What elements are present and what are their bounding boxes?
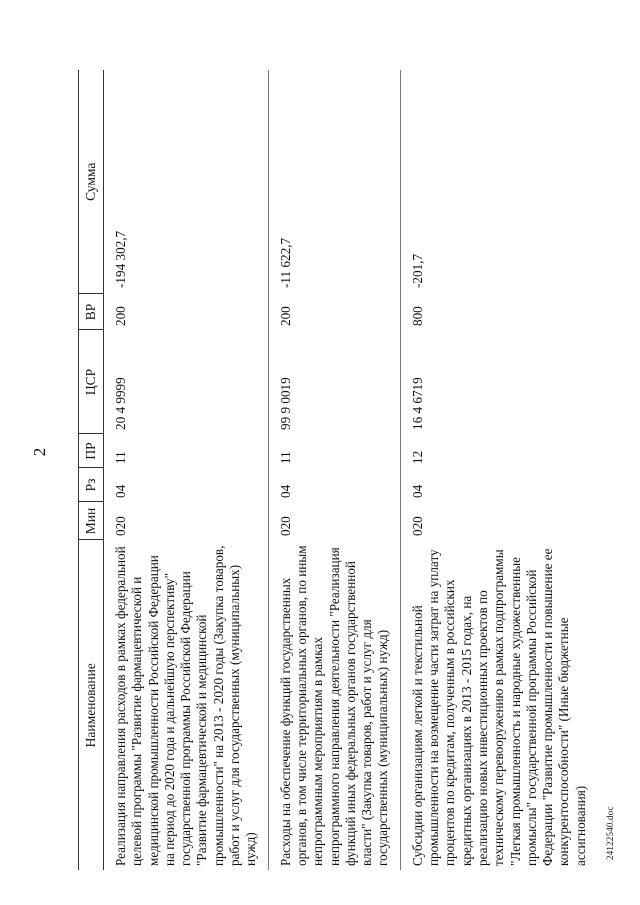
header-csr: ЦСР xyxy=(79,330,104,434)
header-pr: ПР xyxy=(79,434,104,468)
row-csr: 20 4 9999 xyxy=(104,330,269,434)
row-name: Расходы на обеспечение функций государственных органов, в том числе территориальных органов, по иным непрограммным мероприятиям в рамках непрограммного направления деятельности "Реализация функций иных федеральных органов государственной власти" (Закупка товаров, работ и услуг для государственных (муниципальных) нужд) xyxy=(268,540,400,870)
page-number: 2 xyxy=(30,447,49,457)
row-pr: 11 xyxy=(104,434,269,468)
table-row xyxy=(104,70,269,870)
row-rz: 04 xyxy=(409,484,425,498)
budget-table xyxy=(78,70,597,870)
header-sum: Сумма xyxy=(79,70,104,294)
row-rz: 04 xyxy=(268,468,400,502)
header-name: Наименование xyxy=(79,540,104,870)
row-min: 020 xyxy=(104,502,269,540)
row-vr: 200 xyxy=(104,294,269,330)
table-row xyxy=(400,70,597,870)
row-vr: 800 xyxy=(409,306,425,326)
row-pr: 11 xyxy=(268,434,400,468)
row-csr: 16 4 6719 xyxy=(409,377,425,430)
row-name: Субсидии организациям легкой и текстильной промышленности на возмещение части затрат на уплату процентов по кредитам, полученным в российских кредитных организациях в 2013 - 2015 годах, на реализацию новых инвестиционных проектов по техническому перевооружению в рамках подпрограммы "Легкая промышленность и народные художественные промыслы" государственной программы Российской Федерации "Развитие промышленности и повышение ее конкурентоспособности" (Иные бюджетные ассигнования) xyxy=(409,548,588,866)
row-sum: -11 622,7 xyxy=(268,70,400,294)
header-vr: ВР xyxy=(79,294,104,330)
row-rz: 04 xyxy=(104,468,269,502)
header-rz: Рз xyxy=(79,468,104,502)
row-vr: 200 xyxy=(268,294,400,330)
table-row xyxy=(268,70,400,870)
table-header xyxy=(79,70,104,870)
rotated-page xyxy=(30,35,630,880)
row-sum: -194 302,7 xyxy=(104,70,269,294)
row-min: 020 xyxy=(409,516,425,536)
row-csr: 99 9 0019 xyxy=(268,330,400,434)
row-name: Реализация направления расходов в рамках федеральной целевой программы "Развитие фармацевтической и медицинской промышленности Российской Федерации на период до 2020 года и дальнейшую перспективу" государственной программы Российской Федерации "Развитие фармацевтической и медицинской промышленности" на 2013 - 2020 годы (Закупка товаров, работ и услуг для государственных (муниципальных) нужд) xyxy=(104,540,269,870)
row-pr: 12 xyxy=(409,450,425,464)
header-min: Мин xyxy=(79,502,104,540)
row-sum: -201,7 xyxy=(409,253,425,288)
row-min: 020 xyxy=(268,502,400,540)
document-file-code: 24122540.doc xyxy=(605,806,615,860)
